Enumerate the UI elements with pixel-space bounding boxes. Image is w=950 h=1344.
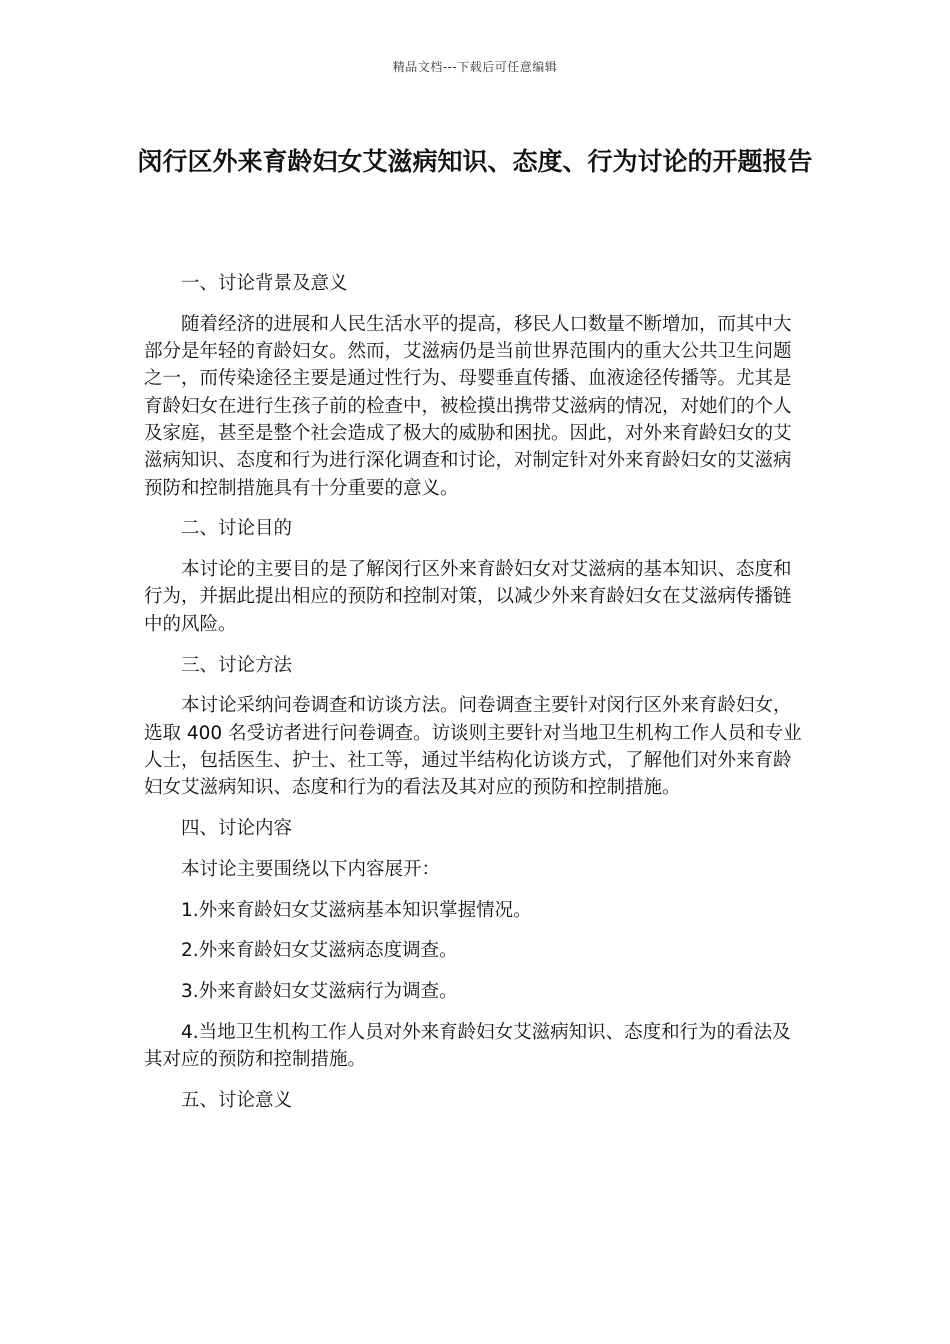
header-watermark: 精品文档---下载后可任意编辑 [392, 60, 558, 74]
document-title: 闵行区外来育龄妇女艾滋病知识、态度、行为讨论的开题报告 [137, 147, 813, 176]
section-heading: 二、讨论目的 [181, 518, 293, 540]
list-item: 1.外来育龄妇女艾滋病基本知识掌握情况。 [181, 899, 532, 921]
list-item: 2.外来育龄妇女艾滋病态度调查。 [181, 940, 458, 962]
paragraph: 随着经济的进展和人民生活水平的提高，移民人口数量不断增加，而其中大部分是年轻的育龄妇女。然而，艾滋病仍是当前世界范围内的重大公共卫生问题之一，而传染途径主要是通过性行为、母婴垂直传播、血液途径传播等。尤其是育龄妇女在进行生孩子前的检查中，被检摸出携带艾滋病的情况，对她们的个人及家庭，甚至是整个社会造成了极大的威胁和困扰。因此，对外来育龄妇女的艾滋病知识、态度和行为进行深化调查和讨论，对制定针对外来育龄妇女的艾滋病预防和控制措施具有十分重要的意义。 [144, 313, 792, 499]
section-heading: 三、讨论方法 [181, 654, 293, 676]
document-body [144, 270, 804, 1128]
section-heading: 五、讨论意义 [181, 1090, 293, 1112]
paragraph: 本讨论采纳问卷调查和访谈方法。问卷调查主要针对闵行区外来育龄妇女，选取 400 名受访者进行问卷调查。访谈则主要针对当地卫生机构工作人员和专业人士，包括医生、护士、社工等，通过半结构化访谈方式，了解他们对外来育龄妇女艾滋病知识、态度和行为的看法及其对应的预防和控制措施。 [144, 695, 802, 799]
paragraph: 本讨论的主要目的是了解闵行区外来育龄妇女对艾滋病的基本知识、态度和行为，并据此提出相应的预防和控制对策，以减少外来育龄妇女在艾滋病传播链中的风险。 [144, 559, 792, 635]
list-item: 4.当地卫生机构工作人员对外来育龄妇女艾滋病知识、态度和行为的看法及其对应的预防和控制措施。 [144, 1022, 791, 1071]
paragraph: 本讨论主要围绕以下内容展开： [181, 858, 441, 880]
section-heading: 四、讨论内容 [181, 818, 293, 840]
list-item: 3.外来育龄妇女艾滋病行为调查。 [181, 981, 458, 1003]
section-heading: 一、讨论背景及意义 [181, 273, 348, 294]
